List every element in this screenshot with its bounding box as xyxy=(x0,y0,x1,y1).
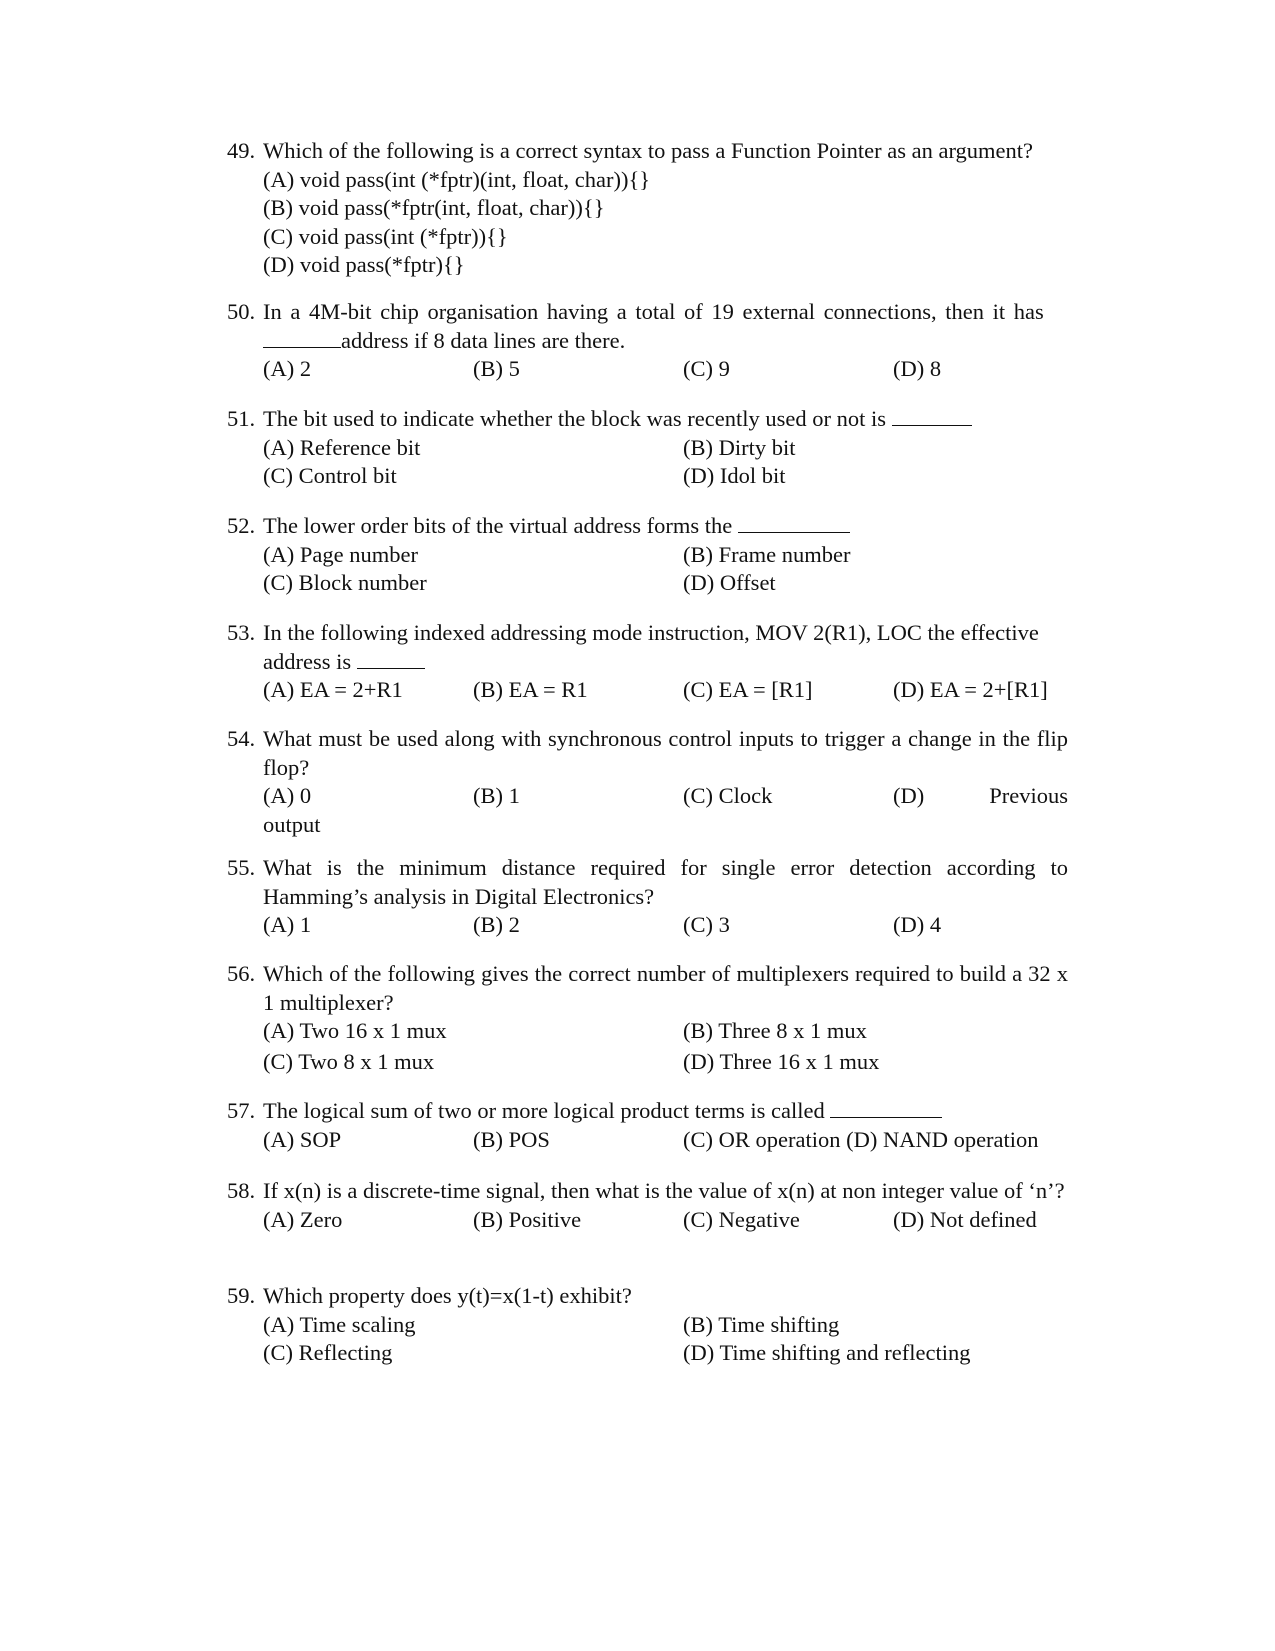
option-c-d: (C) OR operation (D) NAND operation xyxy=(683,1126,1039,1152)
question-stem-line-1 xyxy=(263,298,1068,327)
answer-blank xyxy=(357,650,425,669)
option-b: (B) Frame number xyxy=(683,541,851,567)
question-59 xyxy=(227,1282,1068,1368)
option-c: (C) Reflecting xyxy=(263,1340,393,1365)
question-number: 56. xyxy=(227,961,256,986)
option-b: (B) EA = R1 xyxy=(473,677,588,702)
option-c: (C) 9 xyxy=(683,356,730,381)
question-stem: Which property does y(t)=x(1-t) exhibit? xyxy=(263,1283,632,1308)
option-b: (B) void pass(*fptr(int, float, char)){} xyxy=(263,195,605,220)
option-d: (D) void pass(*fptr){} xyxy=(263,252,465,277)
option-d-text-continued: output xyxy=(263,811,321,837)
option-a: (A) Page number xyxy=(263,541,418,567)
question-stem-line-2: address is xyxy=(263,648,1068,677)
question-50 xyxy=(227,298,1068,384)
option-d: (D) EA = 2+[R1] xyxy=(893,677,1048,702)
option-d: (D) xyxy=(893,783,925,808)
option-b: (B) 2 xyxy=(473,912,520,937)
option-b: (B) Three 8 x 1 mux xyxy=(683,1018,867,1043)
option-d: (D) Offset xyxy=(683,570,776,595)
options-list xyxy=(263,355,1068,384)
option-c: (C) EA = [R1] xyxy=(683,677,813,702)
question-stem-line-1: In the following indexed addressing mode instruction, MOV 2(R1), LOC the effective xyxy=(263,620,1039,645)
option-c: (C) Clock xyxy=(683,783,773,808)
option-d: (D) Idol bit xyxy=(683,463,786,488)
question-56 xyxy=(227,960,1068,1079)
options-list xyxy=(263,1126,1068,1155)
question-stem: The logical sum of two or more logical product terms is called xyxy=(263,1098,825,1123)
option-b: (B) POS xyxy=(473,1126,550,1152)
question-58 xyxy=(227,1177,1068,1234)
stem-text: In a 4M-bit chip organisation having a total of 19 external connections, then it has xyxy=(263,299,1044,324)
option-b: (B) Dirty bit xyxy=(683,434,796,460)
question-54 xyxy=(227,725,1068,839)
option-c: (C) void pass(int (*fptr)){} xyxy=(263,223,508,249)
question-number: 59. xyxy=(227,1283,256,1308)
options-list xyxy=(263,166,1068,280)
option-a: (A) SOP xyxy=(263,1126,342,1152)
question-number: 52. xyxy=(227,513,256,538)
question-number: 49. xyxy=(227,138,256,163)
answer-blank xyxy=(830,1099,942,1118)
option-a: (A) EA = 2+R1 xyxy=(263,677,403,702)
question-number: 54. xyxy=(227,726,256,751)
option-a: (A) 1 xyxy=(263,912,312,937)
question-number: 50. xyxy=(227,299,256,324)
question-number: 53. xyxy=(227,620,256,645)
option-a: (A) 2 xyxy=(263,356,312,381)
option-d: (D) 8 xyxy=(893,356,942,381)
option-d: (D) Time shifting and reflecting xyxy=(683,1340,971,1365)
question-number: 58. xyxy=(227,1178,256,1203)
option-c: (C) Control bit xyxy=(263,463,397,488)
question-52 xyxy=(227,512,1068,598)
question-49 xyxy=(227,137,1068,280)
question-stem: The bit used to indicate whether the block was recently used or not is xyxy=(263,406,886,431)
option-b: (B) 1 xyxy=(473,783,520,808)
question-number: 57. xyxy=(227,1098,256,1123)
answer-blank xyxy=(892,407,972,426)
option-d: (D) Not defined xyxy=(893,1206,1037,1232)
question-stem: What is the minimum distance required for single error detection according to Hamming’s analysis in Digital Electronics? xyxy=(263,855,1068,909)
question-57 xyxy=(227,1097,1068,1154)
options-list xyxy=(263,541,1068,598)
option-c: (C) Two 8 x 1 mux xyxy=(263,1049,435,1074)
option-c: (C) Negative xyxy=(683,1206,800,1232)
option-d: (D) Three 16 x 1 mux xyxy=(683,1049,880,1074)
options-list xyxy=(263,1017,1068,1079)
question-stem: If x(n) is a discrete-time signal, then what is the value of x(n) at non integer value of ‘n’? xyxy=(263,1178,1065,1203)
option-c: (C) 3 xyxy=(683,912,730,937)
question-53 xyxy=(227,619,1068,705)
question-stem: What must be used along with synchronous control inputs to trigger a change in the flip flop? xyxy=(263,726,1068,780)
option-a: (A) Reference bit xyxy=(263,434,421,460)
option-b: (B) Positive xyxy=(473,1206,582,1232)
question-stem: The lower order bits of the virtual address forms the xyxy=(263,513,733,538)
question-stem-line-2: address if 8 data lines are there. xyxy=(263,327,1068,356)
option-a: (A) 0 xyxy=(263,783,312,808)
question-51 xyxy=(227,405,1068,491)
option-c: (C) Block number xyxy=(263,570,427,595)
options-list xyxy=(263,1311,1068,1368)
question-stem: Which of the following is a correct syntax to pass a Function Pointer as an argument? xyxy=(263,138,1034,163)
option-b: (B) 5 xyxy=(473,356,520,381)
option-a: (A) Two 16 x 1 mux xyxy=(263,1018,447,1043)
options-list xyxy=(263,1206,1068,1235)
question-55 xyxy=(227,854,1068,940)
option-a: (A) Time scaling xyxy=(263,1311,416,1337)
options-list xyxy=(263,782,1068,839)
options-list xyxy=(263,676,1068,705)
option-b: (B) Time shifting xyxy=(683,1311,840,1337)
option-a: (A) Zero xyxy=(263,1206,343,1232)
options-list xyxy=(263,911,1068,940)
question-number: 51. xyxy=(227,406,256,431)
option-d: (D) 4 xyxy=(893,912,942,937)
question-number: 55. xyxy=(227,855,256,880)
answer-blank xyxy=(263,329,341,348)
answer-blank xyxy=(738,514,850,533)
option-d-text: Previous xyxy=(989,783,1068,808)
option-a: (A) void pass(int (*fptr)(int, float, char)){} xyxy=(263,166,651,192)
question-stem: Which of the following gives the correct number of multiplexers required to build a 32 x 1 multiplexer? xyxy=(263,961,1068,1015)
options-list xyxy=(263,434,1068,491)
